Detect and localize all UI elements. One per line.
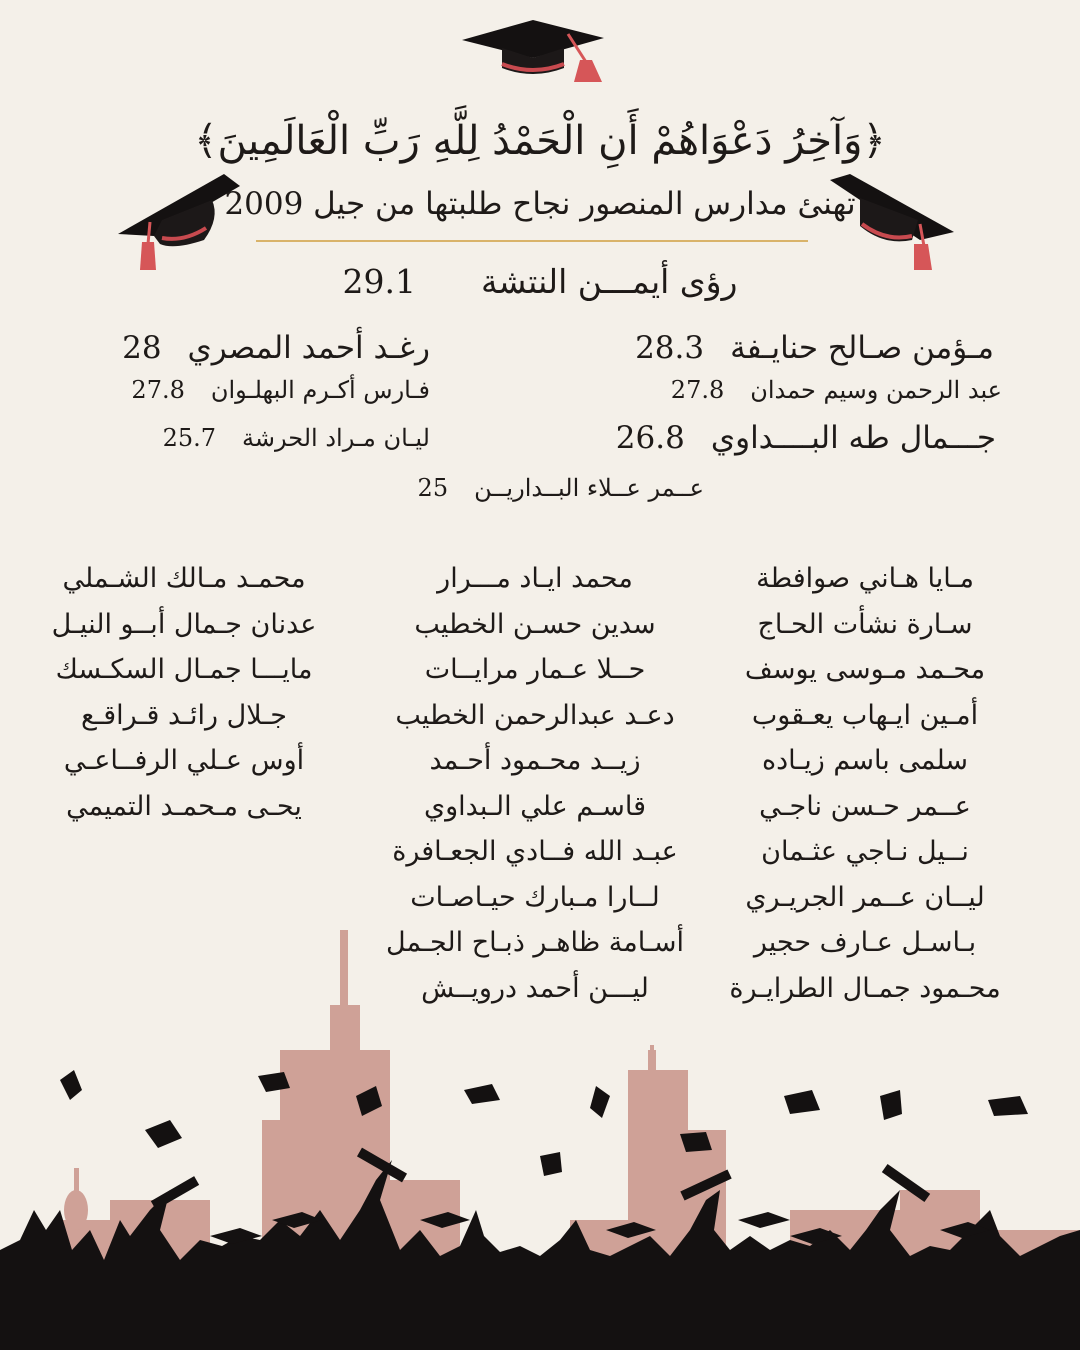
top-student	[0, 262, 1080, 301]
ranked-score: 25	[417, 474, 449, 502]
ranked-name: مـؤمن صـالح حنايـفة	[730, 330, 994, 366]
ranked-score: 28.3	[635, 330, 705, 366]
ranked-score: 25.7	[162, 424, 217, 452]
graduate-name: سدين حسـن الخطيب	[414, 608, 656, 640]
graduate-name: محـمد مـوسى يوسف	[744, 654, 986, 685]
graduates-silhouette	[0, 1060, 1080, 1350]
ranked-row	[534, 330, 994, 366]
graduate-name: أمـين ايـهاب يعـقوب	[751, 699, 979, 731]
ranked-score: 27.8	[670, 376, 725, 404]
ranked-name: فـارس أكـرم البهلـوان	[210, 376, 430, 404]
ranked-name: عبد الرحمن وسيم حمدان	[750, 376, 1002, 404]
ranked-row	[30, 330, 430, 366]
quran-verse: ﴿وَآخِرُ دَعْوَاهُمْ أَنِ الْحَمْدُ لِلَّهِ رَبِّ الْعَالَمِينَ﴾	[194, 118, 886, 164]
graduate-name: عــمر حـسن ناجـي	[759, 790, 971, 822]
top-student-score: 29.1	[342, 262, 416, 301]
graduate-name: يحـى مـحمـد التميمي	[66, 790, 302, 822]
graduate-name: محـمود جمـال الطرايـرة	[729, 972, 1001, 1004]
graduate-name: سـارة نشأت الحـاج	[757, 608, 973, 640]
ranked-name: ليـان مـراد الحرشة	[242, 424, 430, 452]
ranked-name: عــمر عــلاء البــداريــن	[474, 474, 704, 502]
graduate-name: مايـــا جمـال السكـسك	[55, 654, 313, 685]
ranked-name: رغـد أحمد المصري	[187, 330, 430, 366]
top-student-name: رؤى أيمـــن النتشة	[480, 262, 738, 301]
graduates-column-left	[24, 556, 344, 829]
graduate-name: أوس عـلي الرفــاعـي	[63, 745, 305, 776]
ranked-row	[536, 420, 996, 456]
headline: تهنئ مدارس المنصور نجاح طلبتها من جيل 2009	[224, 186, 856, 222]
graduate-name: لــارا مـبارك حيـاصـات	[410, 881, 660, 913]
ranked-row	[30, 376, 430, 404]
ranked-row	[284, 474, 704, 502]
ranked-score: 27.8	[131, 376, 185, 404]
graduate-name: حــلا عـمار مرايــات	[424, 654, 646, 685]
ranked-score: 28	[122, 330, 162, 366]
graduate-name: بـاسـل عـارف حجير	[753, 927, 977, 958]
graduate-name: محمـد مـالك الشـملي	[62, 563, 306, 594]
graduate-name: دعـد عبدالرحمن الخطيب	[395, 699, 675, 731]
gold-divider	[256, 240, 808, 242]
graduate-name: محمد ايـاد مـــرار	[437, 563, 633, 594]
graduate-name: جـلال رائـد قـراقـع	[80, 699, 288, 731]
graduate-name: نــيل نـاجي عثـمان	[761, 836, 969, 867]
graduation-cap-icon	[458, 18, 608, 88]
ranked-score: 26.8	[615, 420, 685, 456]
ranked-name: جـــمال طه البــــداوي	[710, 420, 996, 456]
graduate-name: مـايا هـاني صوافطة	[756, 563, 974, 594]
ranked-row	[502, 376, 1002, 404]
graduate-name: عبـد الله فــادي الجعـافرة	[392, 836, 678, 867]
graduate-name: ليــان عــمر الجريـري	[745, 881, 985, 913]
graduate-name: زيــد محـمود أحـمد	[429, 745, 641, 776]
graduate-name: قاسـم علي الـبداوي	[424, 790, 646, 822]
ranked-row	[30, 424, 430, 452]
graduate-name: أسـامة ظاهـر ذبـاح الجـمل	[386, 927, 684, 958]
graduate-name: ليـــن أحمد درويــش	[421, 972, 649, 1004]
graduate-name: سلمى باسم زيـاده	[761, 745, 969, 776]
graduate-name: عدنان جـمال أبــو النيـل	[51, 608, 317, 640]
